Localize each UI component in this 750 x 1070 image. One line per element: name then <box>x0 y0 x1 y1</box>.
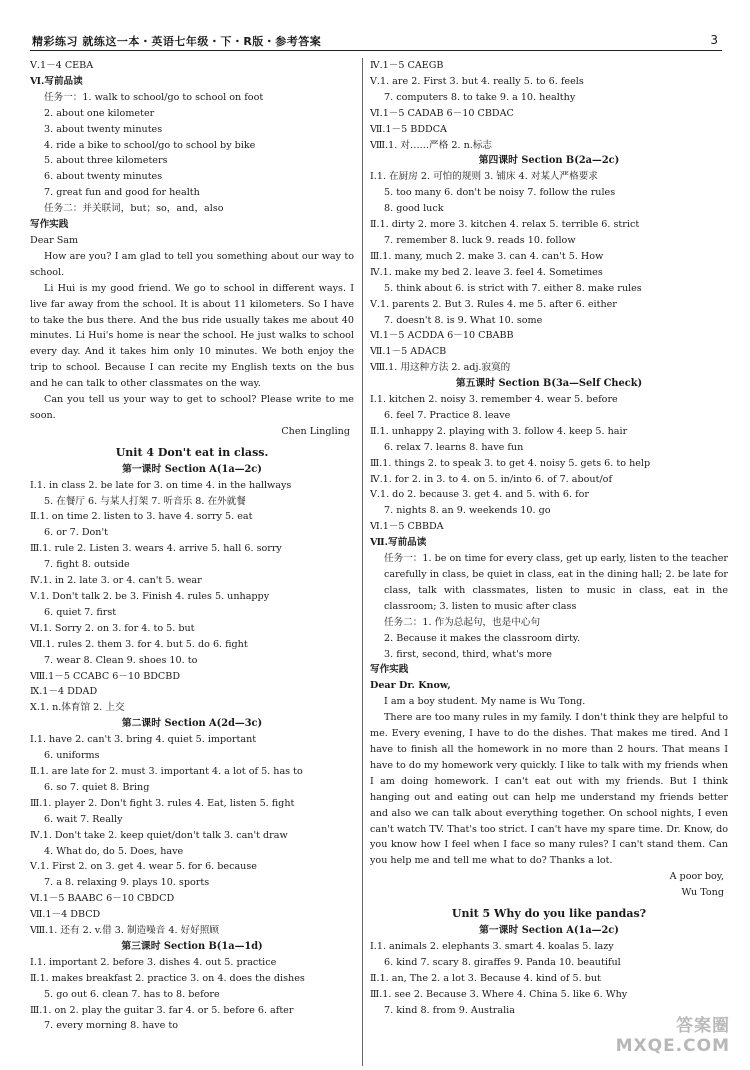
answer-line: 5. too many 6. don't be noisy 7. follow the rules <box>384 187 616 199</box>
answer-line: Ⅴ.1. are 2. First 3. but 4. really 5. to 6. feels <box>370 75 584 87</box>
answer-line: Ⅵ.1. Sorry 2. on 3. for 4. to 5. but <box>30 622 195 634</box>
answer-line: Ⅰ.1. important 2. before 3. dishes 4. out 5. practice <box>30 956 277 968</box>
answer-line: Ⅲ.1. on 2. play the guitar 3. far 4. or 5. before 6. after <box>30 1004 294 1016</box>
answer-line: 写作实践 <box>30 219 69 231</box>
answer-line: 7. great fun and good for health <box>44 187 200 199</box>
answer-line: Ⅲ.1. player 2. Don't fight 3. rules 4. Eat, listen 5. fight <box>30 797 295 809</box>
section-heading: 第一课时 Section A(1a—2c) <box>479 925 619 937</box>
answer-line: Chen Lingling <box>281 425 350 437</box>
answer-line: 5. 在餐厅 6. 与某人打架 7. 听音乐 8. 在外就餐 <box>44 495 246 507</box>
answer-line: 6. quiet 7. first <box>44 606 117 618</box>
answer-line: Ⅳ.1. in 2. late 3. or 4. can't 5. wear <box>30 575 202 587</box>
answer-line: 7. doesn't 8. is 9. What 10. some <box>384 314 543 326</box>
answer-line: 6. about twenty minutes <box>44 171 163 183</box>
answer-paragraph: There are too many rules in my family. I don't think they are helpful to me. Every evening, I have to do the dishes. That makes me tired. And I have to finish all the homework in no more than 2 hours. That means I have to do my homework very quickly. I like to talk with my friends when I am doing homework. I can't eat out with my friends. But I think hanging out and eating out can help me understand my friends better and also we can talk about everything together. On school nights, I even can't watch TV. That's too strict. I can't have my spare time. Dr. Know, do you know how I feel when I face so many rules? I can't stand them. Can you help me and tell me what to do? Thanks a lot. <box>370 712 728 867</box>
section-heading: 第五课时 Section B(3a—Self Check) <box>455 378 643 390</box>
answer-line: Ⅱ.1. on time 2. listen to 3. have 4. sorry 5. eat <box>30 511 253 523</box>
answer-line: 3. first, second, third, what's more <box>384 648 552 660</box>
answer-line: 7. kind 8. from 9. Australia <box>384 1004 515 1016</box>
answer-line: Ⅰ.1. 在厨房 2. 可怕的规则 3. 铺床 4. 对某人严格要求 <box>370 171 598 183</box>
answer-line: Ⅴ.1. do 2. because 3. get 4. and 5. with 6. for <box>370 489 589 501</box>
answer-line: Ⅶ.1－5 BDDCA <box>370 123 447 135</box>
answer-line: 任务二：1. 作为总起句，也是中心句 <box>384 616 541 628</box>
unit-heading: Unit 4 Don't eat in class. <box>115 445 269 459</box>
answer-line: Ⅳ.1. Don't take 2. keep quiet/don't talk 3. can't draw <box>30 829 288 841</box>
answer-line: 任务二：并关联词，but；so，and，also <box>44 203 224 215</box>
answer-line: 7. every morning 8. have to <box>44 1020 178 1032</box>
answer-line: 2. Because it makes the classroom dirty. <box>384 632 581 644</box>
answer-line: Ⅵ.1－5 CBBDA <box>370 521 444 533</box>
answer-line: 3. about twenty minutes <box>44 123 163 135</box>
answer-line: A poor boy, <box>669 871 724 883</box>
answer-line: Ⅱ.1. unhappy 2. playing with 3. follow 4. keep 5. hair <box>370 425 628 437</box>
answer-line: Ⅶ.1. rules 2. them 3. for 4. but 5. do 6. fight <box>30 638 248 650</box>
answer-line: Ⅵ.1－5 BAABC 6－10 CBDCD <box>30 893 175 905</box>
section-heading: 第一课时 Section A(1a—2c) <box>122 463 262 475</box>
answer-line: 6. uniforms <box>44 750 100 762</box>
answer-line: Ⅲ.1. things 2. to speak 3. to get 4. noisy 5. gets 6. to help <box>370 457 651 469</box>
answer-line: Ⅵ.写前品读 <box>30 75 83 87</box>
answer-paragraph: 任务一：1. be on time for every class, get up early, listen to the teacher carefully in class, be quiet in class, eat in the dining hall; 2. be late for class, talk with classmates, listen to music in class, eat in the classroom; 3. listen to music after class <box>384 553 728 612</box>
answer-line: 6. or 7. Don't <box>44 527 108 539</box>
answer-line: 6. relax 7. learns 8. have fun <box>384 441 524 453</box>
answer-line: Ⅴ.1. Don't talk 2. be 3. Finish 4. rules 5. unhappy <box>30 591 270 602</box>
answer-line: Ⅴ.1－4 CEBA <box>30 60 94 71</box>
answer-line: 4. What do, do 5. Does, have <box>44 845 184 857</box>
section-heading: 第三课时 Section B(1a—1d) <box>121 940 263 952</box>
page-number: 3 <box>710 33 718 47</box>
answer-line: Ⅲ.1. many, much 2. make 3. can 4. can't 5. How <box>370 250 604 262</box>
answer-paragraph: Can you tell us your way to get to school? Please write to me soon. <box>30 394 354 421</box>
answer-line: 8. good luck <box>384 203 444 215</box>
header-title: 精彩练习 就练这一本・英语七年级・下・R版・参考答案 <box>32 35 322 48</box>
answer-line: Ⅳ.1－5 CAEGB <box>370 60 444 71</box>
answer-line: Ⅷ.1－5 CCABC 6－10 BDCBD <box>30 670 181 682</box>
answer-line: 7. a 8. relaxing 9. plays 10. sports <box>44 877 210 889</box>
page-header <box>30 30 722 51</box>
answer-line: Ⅸ.1－4 DDAD <box>30 686 98 698</box>
answer-line: 6. so 7. quiet 8. Bring <box>44 781 150 793</box>
answer-line: Ⅹ.1. n.体育馆 2. 上交 <box>30 702 125 714</box>
answer-line: 5. think about 6. is strict with 7. either 8. make rules <box>384 282 642 294</box>
answer-line: Ⅰ.1. have 2. can't 3. bring 4. quiet 5. important <box>30 734 257 746</box>
answer-line: 7. remember 8. luck 9. reads 10. follow <box>384 234 576 246</box>
answer-line: 任务一：1. walk to school/go to school on foot <box>44 91 264 103</box>
answer-line: Ⅷ.1. 还有 2. v.借 3. 制造噪音 4. 好好照顾 <box>30 925 219 937</box>
answer-line: 4. ride a bike to school/go to school by bike <box>44 139 256 151</box>
answer-line: 7. nights 8. an 9. weekends 10. go <box>384 505 551 517</box>
answer-line: Ⅰ.1. animals 2. elephants 3. smart 4. koalas 5. lazy <box>370 940 614 952</box>
answer-line: 6. kind 7. scary 8. giraffes 9. Panda 10. beautiful <box>384 956 621 968</box>
section-heading: 第二课时 Section A(2d—3c) <box>121 718 263 730</box>
answer-line: Dear Sam <box>30 234 79 246</box>
answer-line: Ⅰ.1. in class 2. be late for 3. on time 4. in the hallways <box>30 479 292 491</box>
answer-line: Ⅷ.1. 对……严格 2. n.标志 <box>370 139 493 151</box>
answer-line: Ⅳ.1. make my bed 2. leave 3. feel 4. Sometimes <box>370 266 603 278</box>
answer-line: 7. fight 8. outside <box>44 559 130 571</box>
answer-line: Ⅱ.1. makes breakfast 2. practice 3. on 4. does the dishes <box>30 972 305 984</box>
answer-line: 6. wait 7. Really <box>44 813 123 825</box>
answer-line: Ⅰ.1. kitchen 2. noisy 3. remember 4. wear 5. before <box>370 394 618 406</box>
column-divider <box>362 58 363 1066</box>
answer-line: 写作实践 <box>370 664 409 676</box>
answer-line: Ⅲ.1. rule 2. Listen 3. wears 4. arrive 5. hall 6. sorry <box>30 543 282 555</box>
answer-line: Ⅶ.1－5 ADACB <box>370 346 447 358</box>
answer-line: 7. wear 8. Clean 9. shoes 10. to <box>44 654 198 666</box>
answer-line: 7. computers 8. to take 9. a 10. healthy <box>384 91 576 103</box>
unit-heading: Unit 5 Why do you like pandas? <box>451 907 647 921</box>
answer-line: Ⅶ.1－4 DBCD <box>30 909 101 921</box>
answer-line: Ⅴ.1. First 2. on 3. get 4. wear 5. for 6. because <box>30 861 257 873</box>
answer-line: Wu Tong <box>681 887 724 899</box>
answer-line: Ⅳ.1. for 2. in 3. to 4. on 5. in/into 6. of 7. about/of <box>370 473 613 485</box>
answer-line: Ⅵ.1－5 CADAB 6－10 CBDAC <box>370 107 514 119</box>
answer-line: 6. feel 7. Practice 8. leave <box>384 409 511 421</box>
section-heading: 第四课时 Section B(2a—2c) <box>478 155 620 167</box>
answer-paragraph: Li Hui is my good friend. We go to school in different ways. I live far away from the school. It is about 11 kilometers. So I have to take the bus there. And the bus ride usually takes me about 40 minutes. Li Hui's home is near the school. He just walks to school every day. And it takes him only 10 minutes. We both enjoy the trip to school. Because I can recite my English texts on the bus and he can talk to other classmates on the way. <box>30 282 354 390</box>
answer-line: 5. about three kilometers <box>44 155 168 167</box>
answer-line: Ⅱ.1. dirty 2. more 3. kitchen 4. relax 5. terrible 6. strict <box>370 219 640 231</box>
answer-paragraph: How are you? I am glad to tell you something about our way to school. <box>30 250 354 278</box>
answer-line: Ⅲ.1. see 2. Because 3. Where 4. China 5. like 6. Why <box>370 988 628 1000</box>
watermark-logo: 答案圈 MXQE.COM <box>615 1016 730 1056</box>
answer-line: Ⅶ.写前品读 <box>370 537 427 549</box>
answer-line: Ⅵ.1－5 ACDDA 6－10 CBABB <box>370 330 514 342</box>
answer-line: Ⅱ.1. are late for 2. must 3. important 4. a lot of 5. has to <box>30 765 303 777</box>
left-column <box>30 58 354 1034</box>
answer-line: Ⅷ.1. 用这种方法 2. adj.寂寞的 <box>370 362 511 374</box>
answer-line: Ⅱ.1. an, The 2. a lot 3. Because 4. kind of 5. but <box>370 972 601 984</box>
answer-line: Ⅴ.1. parents 2. But 3. Rules 4. me 5. after 6. either <box>370 298 617 310</box>
answer-line: 2. about one kilometer <box>44 107 155 119</box>
answer-line: Dear Dr. Know, <box>370 680 451 692</box>
answer-line: I am a boy student. My name is Wu Tong. <box>384 696 586 708</box>
right-column <box>370 58 728 1018</box>
answer-line: 5. go out 6. clean 7. has to 8. before <box>44 988 220 1000</box>
